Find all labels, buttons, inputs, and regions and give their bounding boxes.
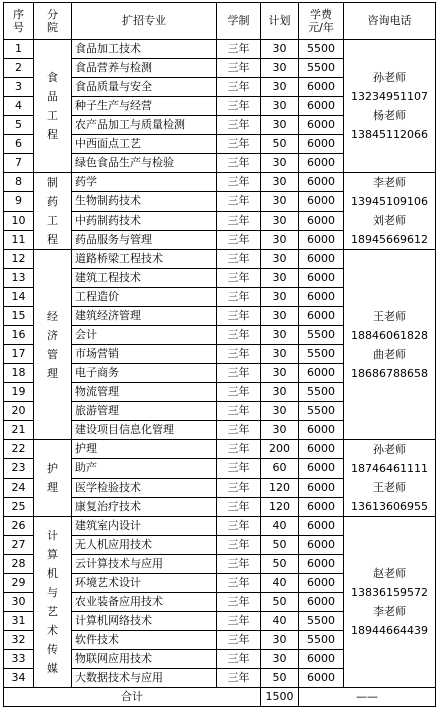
duration: 三年 (217, 669, 261, 688)
major-name: 中药制药技术 (72, 211, 217, 230)
duration: 三年 (217, 402, 261, 421)
major-name: 种子生产与经营 (72, 97, 217, 116)
major-name: 环境艺术设计 (72, 574, 217, 593)
table-row (4, 173, 436, 192)
major-name: 食品营养与检测 (72, 59, 217, 78)
row-number: 1 (4, 40, 34, 59)
contact-cell: 王老师 18846061828 曲老师 18686788658 (344, 250, 436, 440)
row-number: 5 (4, 116, 34, 135)
major-name: 物流管理 (72, 383, 217, 402)
plan-count: 30 (261, 307, 299, 326)
tuition-fee: 6000 (299, 230, 344, 249)
table-row (4, 440, 436, 459)
row-number: 33 (4, 650, 34, 669)
department-cell: 经济管理 (34, 250, 72, 440)
row-number: 28 (4, 555, 34, 574)
major-name: 建筑工程技术 (72, 269, 217, 288)
major-name: 食品质量与安全 (72, 78, 217, 97)
row-number: 2 (4, 59, 34, 78)
table-row (4, 40, 436, 59)
major-name: 中西面点工艺 (72, 135, 217, 154)
duration: 三年 (217, 459, 261, 478)
tuition-fee: 5500 (299, 326, 344, 345)
plan-count: 120 (261, 478, 299, 497)
row-number: 21 (4, 421, 34, 440)
duration: 三年 (217, 593, 261, 612)
duration: 三年 (217, 536, 261, 555)
duration: 三年 (217, 383, 261, 402)
duration: 三年 (217, 517, 261, 536)
plan-count: 30 (261, 269, 299, 288)
plan-count: 30 (261, 250, 299, 269)
duration: 三年 (217, 631, 261, 650)
major-name: 工程造价 (72, 288, 217, 307)
duration: 三年 (217, 364, 261, 383)
duration: 三年 (217, 40, 261, 59)
plan-count: 30 (261, 40, 299, 59)
tuition-fee: 5500 (299, 40, 344, 59)
tuition-fee: 6000 (299, 135, 344, 154)
duration: 三年 (217, 97, 261, 116)
major-name: 电子商务 (72, 364, 217, 383)
major-name: 市场营销 (72, 345, 217, 364)
header-contact: 咨询电话 (344, 3, 436, 40)
major-name: 建筑室内设计 (72, 517, 217, 536)
row-number: 17 (4, 345, 34, 364)
duration: 三年 (217, 612, 261, 631)
major-name: 康复治疗技术 (72, 497, 217, 516)
row-number: 29 (4, 574, 34, 593)
tuition-fee: 6000 (299, 288, 344, 307)
duration: 三年 (217, 478, 261, 497)
department-cell: 制药工程 (34, 173, 72, 250)
total-label: 合计 (4, 688, 261, 707)
plan-count: 30 (261, 383, 299, 402)
tuition-fee: 6000 (299, 116, 344, 135)
plan-count: 120 (261, 497, 299, 516)
tuition-fee: 6000 (299, 440, 344, 459)
duration: 三年 (217, 421, 261, 440)
tuition-fee: 6000 (299, 154, 344, 173)
department-cell: 食品工程 (34, 40, 72, 173)
tuition-fee: 6000 (299, 478, 344, 497)
duration: 三年 (217, 269, 261, 288)
tuition-fee: 6000 (299, 364, 344, 383)
row-number: 24 (4, 478, 34, 497)
row-number: 22 (4, 440, 34, 459)
tuition-fee: 5500 (299, 59, 344, 78)
enrollment-table (3, 2, 436, 707)
row-number: 15 (4, 307, 34, 326)
row-number: 16 (4, 326, 34, 345)
row-number: 31 (4, 612, 34, 631)
tuition-fee: 6000 (299, 517, 344, 536)
plan-count: 30 (261, 97, 299, 116)
major-name: 会计 (72, 326, 217, 345)
tuition-fee: 6000 (299, 211, 344, 230)
plan-count: 30 (261, 59, 299, 78)
row-number: 8 (4, 173, 34, 192)
row-number: 7 (4, 154, 34, 173)
major-name: 医学检验技术 (72, 478, 217, 497)
plan-count: 30 (261, 364, 299, 383)
tuition-fee: 5500 (299, 345, 344, 364)
header-plan: 计划 (261, 3, 299, 40)
tuition-fee: 6000 (299, 536, 344, 555)
plan-count: 30 (261, 421, 299, 440)
tuition-fee: 6000 (299, 497, 344, 516)
total-contact: —— (299, 688, 436, 707)
major-name: 护理 (72, 440, 217, 459)
table-footer (4, 688, 436, 707)
row-number: 13 (4, 269, 34, 288)
plan-count: 30 (261, 78, 299, 97)
tuition-fee: 6000 (299, 650, 344, 669)
contact-cell: 孙老师 13234951107 杨老师 13845112066 (344, 40, 436, 173)
tuition-fee: 6000 (299, 250, 344, 269)
major-name: 计算机网络技术 (72, 612, 217, 631)
major-name: 旅游管理 (72, 402, 217, 421)
tuition-fee: 5500 (299, 612, 344, 631)
duration: 三年 (217, 78, 261, 97)
duration: 三年 (217, 116, 261, 135)
plan-count: 30 (261, 211, 299, 230)
plan-count: 50 (261, 555, 299, 574)
table-body (4, 40, 436, 688)
plan-count: 50 (261, 135, 299, 154)
contact-cell: 孙老师 18746461111 王老师 13613606955 (344, 440, 436, 517)
row-number: 4 (4, 97, 34, 116)
row-number: 14 (4, 288, 34, 307)
row-number: 6 (4, 135, 34, 154)
plan-count: 50 (261, 669, 299, 688)
department-cell: 计算机与艺术传媒 (34, 517, 72, 688)
plan-count: 30 (261, 326, 299, 345)
row-number: 12 (4, 250, 34, 269)
major-name: 农业装备应用技术 (72, 593, 217, 612)
duration: 三年 (217, 192, 261, 211)
row-number: 9 (4, 192, 34, 211)
duration: 三年 (217, 59, 261, 78)
plan-count: 30 (261, 650, 299, 669)
row-number: 18 (4, 364, 34, 383)
duration: 三年 (217, 345, 261, 364)
tuition-fee: 5500 (299, 631, 344, 650)
major-name: 助产 (72, 459, 217, 478)
plan-count: 30 (261, 116, 299, 135)
plan-count: 40 (261, 612, 299, 631)
row-number: 25 (4, 497, 34, 516)
duration: 三年 (217, 307, 261, 326)
duration: 三年 (217, 230, 261, 249)
row-number: 10 (4, 211, 34, 230)
header-fee: 学费 元/年 (299, 3, 344, 40)
row-number: 34 (4, 669, 34, 688)
plan-count: 30 (261, 192, 299, 211)
plan-count: 30 (261, 345, 299, 364)
duration: 三年 (217, 326, 261, 345)
plan-count: 30 (261, 288, 299, 307)
header-seq: 序 号 (4, 3, 34, 40)
tuition-fee: 6000 (299, 574, 344, 593)
total-plan: 1500 (261, 688, 299, 707)
plan-count: 200 (261, 440, 299, 459)
tuition-fee: 6000 (299, 669, 344, 688)
plan-count: 50 (261, 536, 299, 555)
tuition-fee: 6000 (299, 97, 344, 116)
table-header (4, 3, 436, 40)
tuition-fee: 6000 (299, 173, 344, 192)
tuition-fee: 5500 (299, 402, 344, 421)
row-number: 20 (4, 402, 34, 421)
row-number: 23 (4, 459, 34, 478)
major-name: 云计算技术与应用 (72, 555, 217, 574)
plan-count: 30 (261, 402, 299, 421)
duration: 三年 (217, 497, 261, 516)
major-name: 药品服务与管理 (72, 230, 217, 249)
major-name: 软件技术 (72, 631, 217, 650)
plan-count: 30 (261, 631, 299, 650)
duration: 三年 (217, 211, 261, 230)
duration: 三年 (217, 173, 261, 192)
table-row (4, 517, 436, 536)
major-name: 大数据技术与应用 (72, 669, 217, 688)
duration: 三年 (217, 440, 261, 459)
header-duration: 学制 (217, 3, 261, 40)
major-name: 生物制药技术 (72, 192, 217, 211)
duration: 三年 (217, 574, 261, 593)
row-number: 19 (4, 383, 34, 402)
duration: 三年 (217, 250, 261, 269)
tuition-fee: 6000 (299, 78, 344, 97)
header-dept: 分 院 (34, 3, 72, 40)
plan-count: 60 (261, 459, 299, 478)
major-name: 无人机应用技术 (72, 536, 217, 555)
major-name: 建设项目信息化管理 (72, 421, 217, 440)
tuition-fee: 6000 (299, 555, 344, 574)
tuition-fee: 6000 (299, 459, 344, 478)
major-name: 道路桥梁工程技术 (72, 250, 217, 269)
major-name: 绿色食品生产与检验 (72, 154, 217, 173)
plan-count: 30 (261, 230, 299, 249)
row-number: 27 (4, 536, 34, 555)
duration: 三年 (217, 135, 261, 154)
tuition-fee: 6000 (299, 269, 344, 288)
row-number: 30 (4, 593, 34, 612)
tuition-fee: 6000 (299, 192, 344, 211)
plan-count: 30 (261, 154, 299, 173)
major-name: 农产品加工与质量检测 (72, 116, 217, 135)
row-number: 3 (4, 78, 34, 97)
plan-count: 50 (261, 593, 299, 612)
header-major: 扩招专业 (72, 3, 217, 40)
tuition-fee: 5500 (299, 383, 344, 402)
department-cell: 护理 (34, 440, 72, 517)
row-number: 26 (4, 517, 34, 536)
plan-count: 30 (261, 173, 299, 192)
major-name: 建筑经济管理 (72, 307, 217, 326)
row-number: 32 (4, 631, 34, 650)
duration: 三年 (217, 555, 261, 574)
tuition-fee: 6000 (299, 593, 344, 612)
row-number: 11 (4, 230, 34, 249)
tuition-fee: 6000 (299, 307, 344, 326)
contact-cell: 李老师 13945109106 刘老师 18945669612 (344, 173, 436, 250)
tuition-fee: 6000 (299, 421, 344, 440)
major-name: 食品加工技术 (72, 40, 217, 59)
plan-count: 40 (261, 517, 299, 536)
major-name: 药学 (72, 173, 217, 192)
plan-count: 40 (261, 574, 299, 593)
table-row (4, 250, 436, 269)
duration: 三年 (217, 288, 261, 307)
duration: 三年 (217, 154, 261, 173)
duration: 三年 (217, 650, 261, 669)
contact-cell: 赵老师 13836159572 李老师 18944664439 (344, 517, 436, 688)
major-name: 物联网应用技术 (72, 650, 217, 669)
